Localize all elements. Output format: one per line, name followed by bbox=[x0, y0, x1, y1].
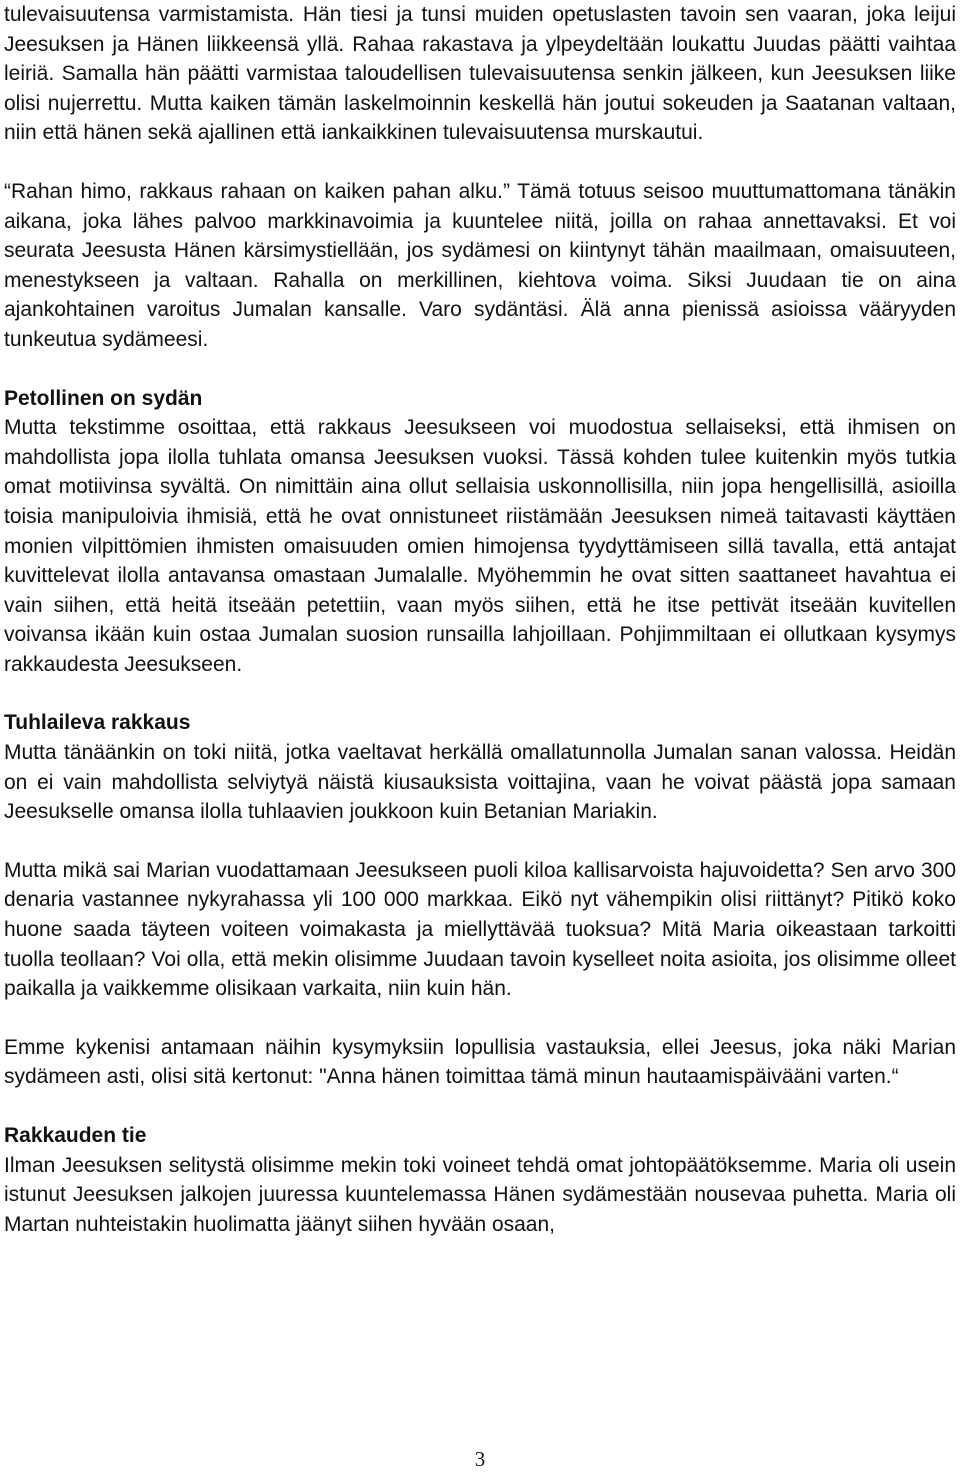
paragraph-jesus-answer: Emme kykenisi antamaan näihin kysymyksiin lopullisia vastauksia, ellei Jeesus, joka näki Marian sydämeen asti, olisi sitä kertonut: "Anna hänen toimittaa tämä minun hautaamispäivääni varten.“ bbox=[4, 1035, 956, 1089]
paragraph-judas-decision: tulevaisuutensa varmistamista. Hän tiesi ja tunsi muiden opetuslasten tavoin sen vaaran, joka leijui Jeesuksen ja Hänen liikkeensä yllä. Rahaa rakastava ja ylpeydeltään loukattu Juudas päätti vaihtaa leiriä. Samalla hän päätti varmistaa taloudellisen tulevaisuutensa senkin jälkeen, kun Jeesuksen liike olisi nujerrettu. Mutta kaiken tämän laskelmoinnin keskellä hän joutui sokeuden ja Saatanan valtaan, niin että hänen sekä ajallinen että iankaikkinen tulevaisuutensa murskautui. bbox=[4, 3, 956, 145]
paragraph-gap bbox=[4, 679, 956, 708]
paragraph-love-of-money: “Rahan himo, rakkaus rahaan on kaiken pahan alku.” Tämä totuus seisoo muuttumattomana tänäkin aikana, joka lähes palvoo markkinavoimia ja kuuntelee niitä, joilla on rahaa annettavaksi. Et voi seurata Jeesusta Hänen kärsimystiellään, jos sydämesi on kiintynyt tähän maailmaan, omaisuuteen, menestykseen ja valtaan. Rahalla on merkillinen, kiehtova voima. Siksi Juudaan tie on aina ajankohtainen varoitus Jumalan kansalle. Varo sydäntäsi. Älä anna pienissä asioissa vääryyden tunkeutua sydämeesi. bbox=[4, 179, 956, 351]
paragraph-gap bbox=[4, 827, 956, 856]
paragraph-mary-listening: Ilman Jeesuksen selitystä olisimme mekin toki voineet tehdä omat johtopäätöksemme. Maria oli usein istunut Jeesuksen jalkojen juuressa kuuntelemassa Hänen sydämestään nousevaa puhetta. Maria oli Martan nuhteistakin huolimatta jäänyt siihen hyvään osaan, bbox=[4, 1153, 956, 1236]
paragraph-motives: Mutta tekstimme osoittaa, että rakkaus Jeesukseen voi muodostua sellaiseksi, että ihmisen on mahdollista jopa ilolla tuhlata omansa Jeesuksen vuoksi. Tässä kohden tulee kuitenkin myös tutkia omat motiivinsa syvältä. On nimittäin aina ollut sellaisia uskonnollisilla, niin jopa hengellisillä, asioilla toisia manipuloivia ihmisiä, että he ovat onnistuneet riistämään Jeesuksen nimeä taitavasti käyttäen monien vilpittömien ihmisten omaisuuden omien himojensa tyydyttämiseen sillä tavalla, että antajat kuvittelevat ilolla antavansa omastaan Jumalalle. Myöhemmin he ovat sitten saattaneet havahtua ei vain siihen, että heitä itseään petettiin, vaan myös siihen, että he itse pettivät itseään kuvitellen voivansa ikään kuin ostaa Jumalan suosion runsailla lahjoillaan. Pohjimmiltaan ei ollutkaan kysymys rakkaudesta Jeesukseen. bbox=[4, 416, 956, 676]
paragraph-gap bbox=[4, 355, 956, 384]
section-heading-petollinen: Petollinen on sydän bbox=[4, 386, 203, 410]
paragraph-gap bbox=[4, 1092, 956, 1121]
document-page bbox=[4, 0, 956, 1239]
page-number: 3 bbox=[474, 1447, 486, 1471]
section-heading-rakkauden-tie: Rakkauden tie bbox=[4, 1124, 147, 1147]
section-heading-tuhlaileva: Tuhlaileva rakkaus bbox=[4, 711, 191, 735]
paragraph-gap bbox=[4, 148, 956, 177]
paragraph-perfume-questions: Mutta mikä sai Marian vuodattamaan Jeesukseen puoli kiloa kallisarvoista hajuvoidetta? Sen arvo 300 denaria vastannee nykyrahassa yli 100 000 markkaa. Eikö nyt vähempikin olisi riittänyt? Pitikö koko huone saada täyteen voiteen voimakasta ja miellyttävää tuoksua? Mitä Maria oikeastaan tarkoitti tuolla teollaan? Voi olla, että mekin olisimme Juudaan tavoin kyselleet noita asioita, jos olisimme olleet paikalla ja vaikkemme olisikaan varkaita, niin kuin hän. bbox=[4, 858, 956, 1001]
paragraph-betania-maria: Mutta tänäänkin on toki niitä, jotka vaeltavat herkällä omallatunnolla Jumalan sanan valossa. Heidän on ei vain mahdollista selviytyä näistä kiusauksista voittajina, vaan he voivat päästä jopa samaan Jeesukselle omansa ilolla tuhlaavien joukkoon kuin Betanian Mariakin. bbox=[4, 741, 956, 824]
paragraph-gap bbox=[4, 1004, 956, 1033]
